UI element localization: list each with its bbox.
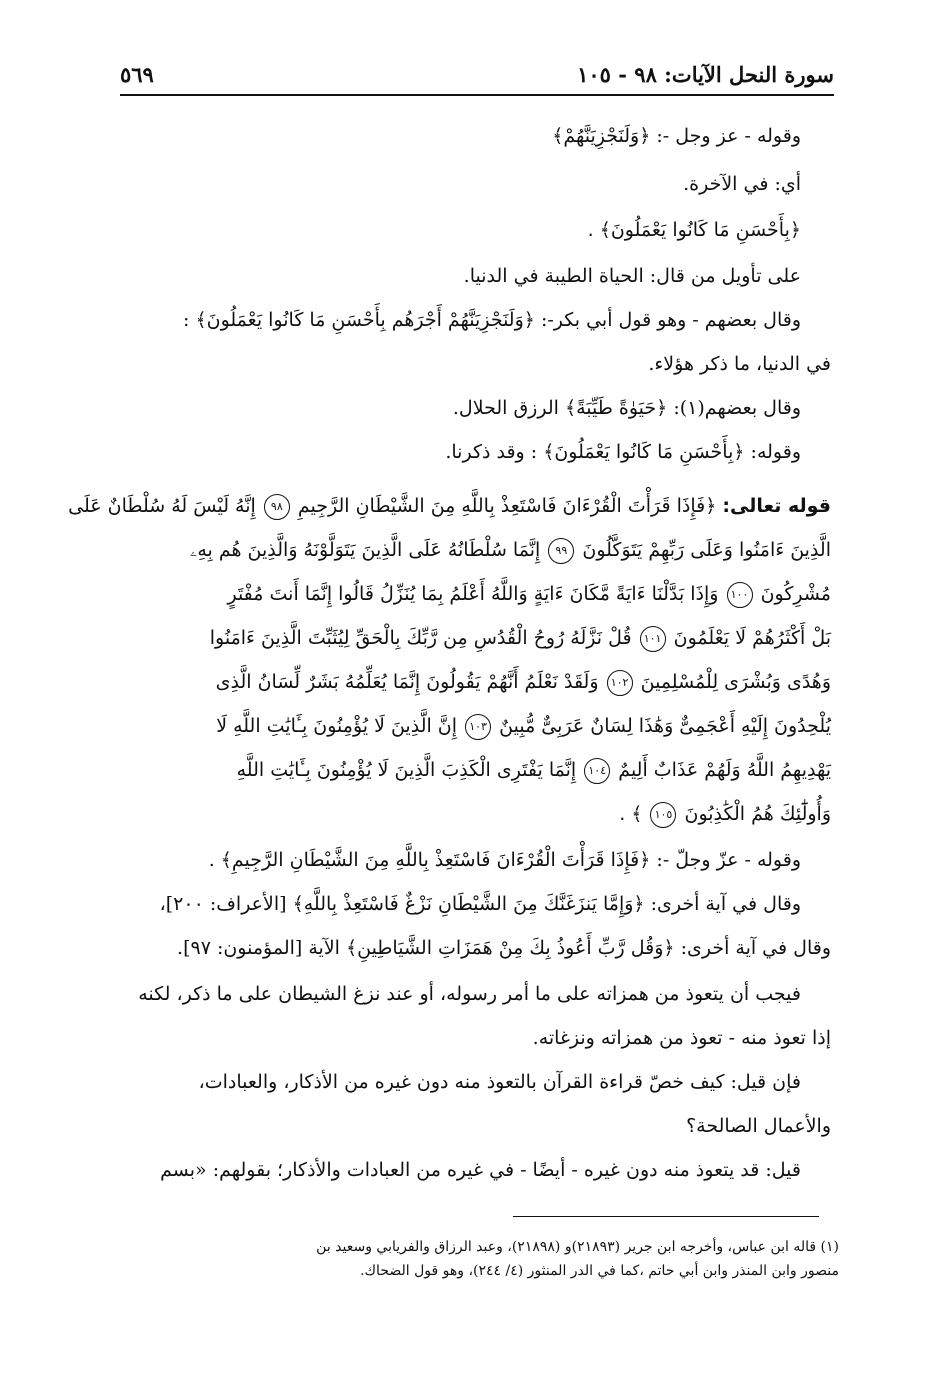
verse-line [128,532,831,568]
verse-text: الَّذِينَ ءَامَنُوا وَعَلَى رَبِّهِمْ يَتَوَكَّلُونَ [582,539,831,561]
footnote-line: منصور وابن المنذر وابن أبي حاتم ،كما في الدر المنثور (٤/ ٢٤٤)، وهو قول الضحاك. [360,1263,839,1279]
verse-line [128,796,831,832]
verse-text: إِنَّمَا سُلْطَانُهُ عَلَى الَّذِينَ يَتَوَلَّوْنَهُ وَالَّذِينَ هُم بِهِۦ [190,539,541,561]
verse-line [68,488,831,524]
ayah-number-marker: ١٠٤ [584,758,610,784]
verse-text: يُلْحِدُونَ إِلَيْهِ أَعْجَمِىٌّ وَهَٰذَا لِسَانٌ عَرَبِىٌّ مُّبِينٌ [499,715,831,737]
verse-text: وَإِذَا بَدَّلْنَا ءَايَةً مَّكَانَ ءَايَةٍ وَاللَّهُ أَعْلَمُ بِمَا يُنَزِّلُ قَالُوا إِنَّمَا أَنتَ مُفْتَرٍ [227,583,719,605]
verse-text: يَهْدِيهِمُ اللَّهُ وَلَهُمْ عَذَابٌ أَلِيمٌ [618,759,831,781]
verses-label: قوله تعالى: [722,495,831,517]
verse-line [128,576,831,612]
text-line: وقال في آية أخرى: ﴿وَقُل رَّبِّ أَعُوذُ بِكَ مِنْ هَمَزَاتِ الشَّيَاطِينِ﴾ الآية [المؤمنون: ٩٧]. [177,937,831,959]
text-line: فيجب أن يتعوذ من همزاته على ما أمر رسوله، أو عند نزغ الشيطان على ما ذكر، لكنه [138,983,801,1005]
ayah-number-marker: ٩٨ [264,494,290,520]
verse-text: بَلْ أَكْثَرُهُمْ لَا يَعْلَمُونَ [673,627,831,649]
verse-text: وَأُولَٰٓئِكَ هُمُ الْكَٰذِبُونَ [684,803,831,825]
text-line: على تأويل من قال: الحياة الطيبة في الدنيا. [463,265,801,287]
text-line: في الدنيا، ما ذكر هؤلاء. [648,353,831,375]
text-line: فإن قيل: كيف خصّ قراءة القرآن بالتعوذ منه دون غيره من الأذكار، والعبادات، [198,1071,801,1093]
text-line: وقوله: ﴿بِأَحْسَنِ مَا كَانُوا يَعْمَلُونَ﴾ : وقد ذكرنا. [445,441,801,463]
text-line: أي: في الآخرة. [683,173,801,195]
running-header [120,60,834,96]
ayah-number-marker: ١٠١ [640,626,666,652]
verse-text: إِنَّهُ لَيْسَ لَهُ سُلْطَانٌ عَلَى [68,495,256,517]
text-line: ﴿بِأَحْسَنِ مَا كَانُوا يَعْمَلُونَ﴾ . [587,219,801,241]
text-line: وقال بعضهم - وهو قول أبي بكر-: ﴿وَلَنَجْزِيَنَّهُمْ أَجْرَهُم بِأَحْسَنِ مَا كَانُوا يَعْمَلُونَ﴾ : [183,309,801,331]
verse-text: مُشْرِكُونَ [760,583,831,605]
text-line: وقال في آية أخرى: ﴿وَإِمَّا يَنزَغَنَّكَ مِنَ الشَّيْطَانِ نَزْغٌ فَاسْتَعِذْ بِاللَّهِ﴾ [الأعراف: ٢٠٠]، [159,893,801,915]
ayah-number-marker: ١٠٠ [727,582,753,608]
text-line: قيل: قد يتعوذ منه دون غيره - أيضًا - في غيره من العبادات والأذكار؛ بقولهم: «بسم [160,1159,801,1181]
ayah-number-marker: ٩٩ [548,538,574,564]
verse-text: ﴿فَإِذَا قَرَأْتَ الْقُرْءَانَ فَاسْتَعِذْ بِاللَّهِ مِنَ الشَّيْطَانِ الرَّجِيمِ [297,495,717,517]
ayah-number-marker: ١٠٥ [650,802,676,828]
verse-text: إِنَّمَا يَفْتَرِى الْكَذِبَ الَّذِينَ لَا يُؤْمِنُونَ بِـَٔايَٰتِ اللَّهِ [236,759,577,781]
text-line: إذا تعوذ منه - تعوذ من همزاته ونزغاته. [532,1027,831,1049]
header-title: سورة النحل الآيات: ٩٨ - ١٠٥ [577,62,834,87]
text-line: وقوله - عز وجل -: ﴿وَلَنَجْزِيَنَّهُمْ﴾ [552,125,801,147]
footnote-line: (١) قاله ابن عباس، وأخرجه ابن جرير (٢١٨٩٣)و (٢١٨٩٨)، وعبد الرزاق والفريابي وسعيد بن [316,1239,839,1255]
ayah-number-marker: ١٠٣ [465,714,491,740]
ayah-number-marker: ١٠٢ [607,670,633,696]
verse-text: قُلْ نَزَّلَهُ رُوحُ الْقُدُسِ مِن رَّبِّكَ بِالْحَقِّ لِيُثَبِّتَ الَّذِينَ ءَامَنُوا [209,627,632,649]
text-line: والأعمال الصالحة؟ [686,1115,831,1137]
verse-text: إِنَّ الَّذِينَ لَا يُؤْمِنُونَ بِـَٔايَٰتِ اللَّهِ لَا [216,715,458,737]
verse-text: وَلَقَدْ نَعْلَمُ أَنَّهُمْ يَقُولُونَ إِنَّمَا يُعَلِّمُهُ بَشَرٌ لِّسَانُ الَّذِى [215,671,599,693]
text-line: وقال بعضهم(١): ﴿حَيَوٰةً طَيِّبَةً﴾ الرزق الحلال. [452,397,801,419]
verse-text: ﴾ . [619,803,643,825]
verse-text: وَهُدًى وَبُشْرَى لِلْمُسْلِمِينَ [640,671,831,693]
page-number: ٥٦٩ [120,62,154,87]
footnote-separator [513,1216,819,1217]
verse-line [128,708,831,744]
verse-line [128,752,831,788]
verse-line [128,620,831,656]
text-line: وقوله - عزّ وجلّ -: ﴿فَإِذَا قَرَأْتَ الْقُرْءَانَ فَاسْتَعِذْ بِاللَّهِ مِنَ الشَّيْطَانِ الرَّجِيمِ﴾ . [208,849,801,871]
verse-line [128,664,831,700]
